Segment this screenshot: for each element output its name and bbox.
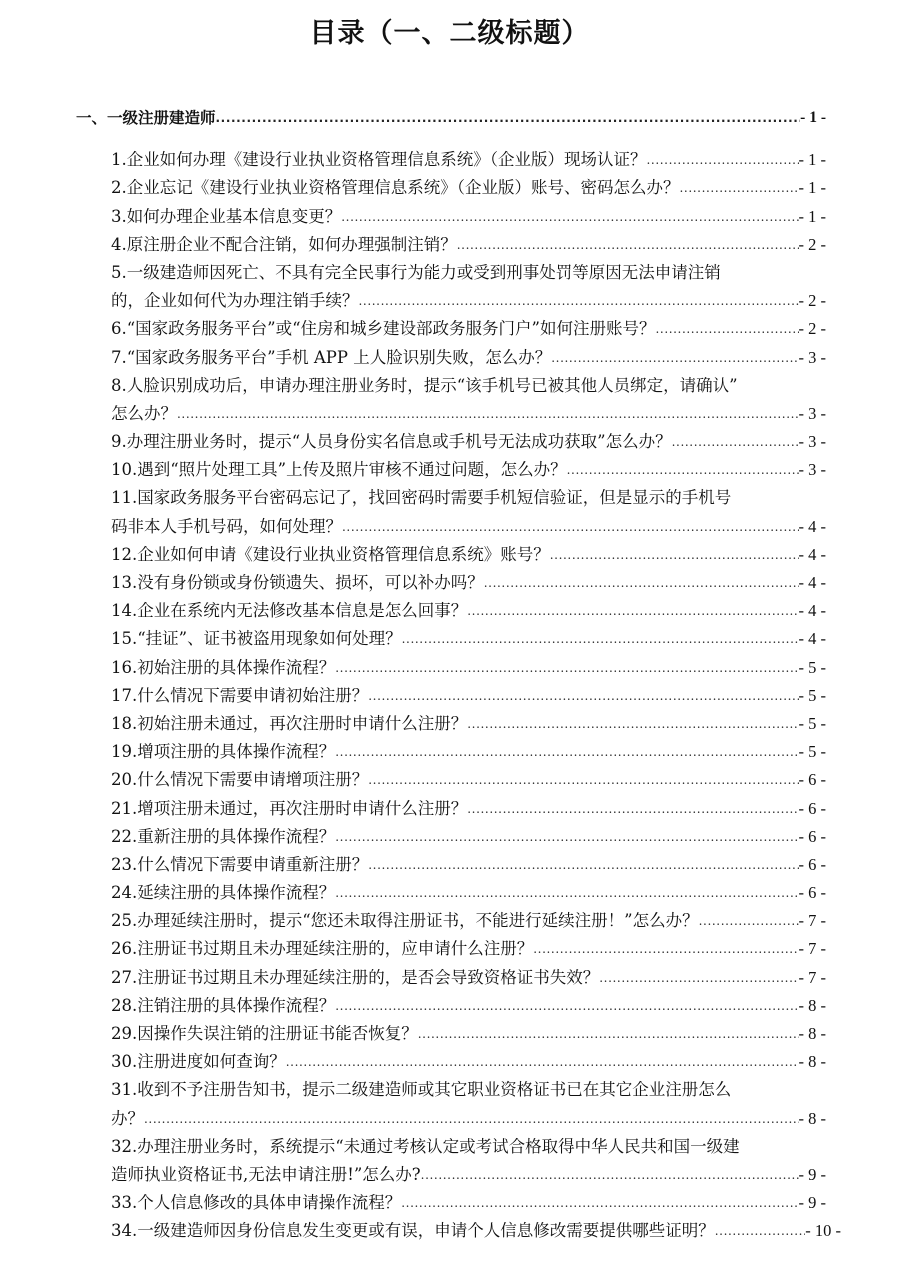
- toc-entry-page: - 2 -: [798, 234, 826, 254]
- toc-entry[interactable]: [111, 174, 826, 202]
- toc-entry-page: - 2 -: [798, 291, 826, 311]
- toc-entry-title: 28.注销注册的具体操作流程？: [111, 995, 336, 1015]
- toc-entry-page: - 4 -: [798, 629, 826, 649]
- toc-leader-dots: [341, 203, 798, 231]
- toc-leader-dots: [418, 1020, 799, 1048]
- toc-leader-dots: [401, 1189, 798, 1217]
- toc-entry-page: - 6 -: [798, 854, 826, 874]
- toc-entry-title: 26.注册证书过期且未办理延续注册的，应申请什么注册？: [111, 939, 534, 959]
- toc-entry-page: - 3 -: [798, 403, 826, 423]
- toc-leader-dots: [672, 428, 799, 456]
- toc-entry-line[interactable]: 8.人脸识别成功后，申请办理注册业务时，提示“该手机号已被其他人员绑定，请确认”: [111, 375, 738, 395]
- toc-entry[interactable]: [111, 1020, 826, 1048]
- toc-entry[interactable]: [111, 879, 826, 907]
- toc-leader-dots: [368, 766, 798, 794]
- toc-entry[interactable]: [111, 1048, 826, 1076]
- toc-leader-dots: [335, 654, 798, 682]
- toc-entry-title: 14.企业在系统内无法修改基本信息是怎么回事？: [111, 601, 468, 621]
- toc-entry-page: - 7 -: [798, 939, 826, 959]
- toc-entry-title: 29.因操作失误注销的注册证书能否恢复？: [111, 1024, 418, 1043]
- toc-entry-page: - 3 -: [798, 460, 826, 480]
- toc-entry[interactable]: [111, 992, 826, 1020]
- toc-entry-title: 2.企业忘记《建设行业执业资格管理信息系统》（企业版）账号、密码怎么办？: [111, 178, 680, 198]
- toc-entry[interactable]: [111, 513, 826, 541]
- toc-leader-dots: [699, 907, 799, 935]
- toc-entry-title: 12.企业如何申请《建设行业执业资格管理信息系统》账号？: [111, 544, 550, 564]
- toc-entry-title: 20.什么情况下需要申请增项注册？: [111, 770, 369, 790]
- toc-entry[interactable]: [111, 231, 826, 259]
- toc-entry-page: - 1 -: [798, 206, 826, 226]
- toc-leader-dots: [368, 682, 798, 710]
- toc-entry-line[interactable]: 5.一级建造师因死亡、不具有完全民事行为能力或受到刑事处罚等原因无法申请注销: [111, 262, 721, 282]
- toc-entry-title: 9.办理注册业务时，提示“人员身份实名信息或手机号无法成功获取”怎么办？: [111, 432, 672, 452]
- toc-leader-dots: [335, 823, 798, 851]
- toc-leader-dots: [335, 879, 798, 907]
- table-of-contents: [0, 104, 899, 1246]
- toc-entry-line[interactable]: 31.收到不予注册告知书，提示二级建造师或其它职业资格证书已在其它企业注册怎么: [111, 1080, 732, 1100]
- toc-leader-dots: [550, 541, 799, 569]
- page-title: 目录（一、二级标题）: [309, 18, 590, 49]
- toc-entry[interactable]: [111, 344, 826, 372]
- toc-entry[interactable]: [111, 315, 826, 343]
- toc-entry-title: 13.没有身份锁或身份锁遗失、损坏，可以补办吗？: [111, 573, 484, 592]
- toc-leader-dots: [655, 315, 798, 343]
- toc-entry[interactable]: [111, 766, 826, 794]
- toc-entry-title: 27.注册证书过期且未办理延续注册的，是否会导致资格证书失效？: [111, 967, 600, 987]
- toc-entry-page: - 9 -: [798, 1164, 826, 1184]
- toc-entry-page: - 8 -: [798, 995, 826, 1015]
- toc-entry-page: - 4 -: [798, 601, 826, 621]
- toc-entry[interactable]: [111, 682, 826, 710]
- toc-entry-title: 24.延续注册的具体操作流程？: [111, 883, 336, 903]
- toc-entry-page: - 6 -: [798, 883, 826, 903]
- toc-entry-title: 23.什么情况下需要申请重新注册？: [111, 854, 369, 874]
- toc-entry[interactable]: [111, 597, 826, 625]
- toc-entry[interactable]: [111, 851, 826, 879]
- toc-leader-dots: [216, 104, 801, 132]
- toc-entry-line[interactable]: 32.办理注册业务时，系统提示“未通过考核认定或考试合格取得中华人民共和国一级建: [111, 1136, 740, 1156]
- toc-leader-dots: [342, 513, 799, 541]
- toc-entry-page: - 8 -: [798, 1052, 826, 1072]
- toc-entry-page: - 6 -: [798, 826, 826, 846]
- toc-leader-dots: [551, 344, 798, 372]
- toc-entry-page: - 8 -: [798, 1024, 826, 1043]
- toc-leader-dots: [715, 1217, 806, 1245]
- toc-entry[interactable]: [111, 541, 826, 569]
- toc-entry-page: - 2 -: [798, 319, 826, 339]
- toc-entry[interactable]: [111, 456, 826, 484]
- toc-section-label: 一、一级注册建造师: [76, 109, 216, 127]
- toc-entry[interactable]: [111, 146, 826, 174]
- toc-entry-page: - 7 -: [798, 967, 826, 987]
- toc-entry-page: - 6 -: [798, 798, 826, 818]
- toc-entry-title: 码非本人手机号码，如何处理？: [111, 516, 342, 536]
- toc-entry-title: 30.注册进度如何查询？: [111, 1052, 286, 1072]
- toc-entry-title: 4.原注册企业不配合注销，如何办理强制注销？: [111, 234, 457, 254]
- toc-entry-page: - 5 -: [798, 657, 826, 677]
- toc-entry-line[interactable]: 11.国家政务服务平台密码忘记了，找回密码时需要手机短信验证，但是显示的手机号: [111, 488, 732, 508]
- toc-entry-page: - 4 -: [798, 544, 826, 564]
- toc-entry-page: - 5 -: [798, 742, 826, 762]
- toc-entry-title: 10.遇到“照片处理工具”上传及照片审核不通过问题，怎么办？: [111, 460, 567, 480]
- toc-leader-dots: [457, 231, 799, 259]
- toc-entry-page: - 4 -: [798, 516, 826, 536]
- toc-entry[interactable]: [111, 400, 826, 428]
- toc-entry-title: 办？: [111, 1108, 144, 1128]
- toc-entry-page: - 4 -: [798, 573, 826, 592]
- toc-entry[interactable]: [111, 1105, 826, 1133]
- toc-entry-page: - 7 -: [798, 911, 826, 931]
- toc-entry[interactable]: [111, 654, 826, 682]
- toc-entry-page: - 10 -: [805, 1221, 841, 1241]
- toc-leader-dots: [567, 456, 799, 484]
- toc-entry[interactable]: [111, 964, 826, 992]
- toc-entry-title: 17.什么情况下需要申请初始注册？: [111, 685, 369, 705]
- toc-entry[interactable]: [111, 1217, 841, 1245]
- toc-entry-page: - 3 -: [798, 347, 826, 367]
- toc-entry[interactable]: [111, 823, 826, 851]
- toc-leader-dots: [335, 992, 798, 1020]
- toc-entry[interactable]: [111, 203, 826, 231]
- toc-entry[interactable]: [111, 1189, 826, 1217]
- toc-entry-title: 怎么办？: [111, 403, 177, 423]
- toc-leader-dots: [335, 738, 798, 766]
- toc-entry-title: 22.重新注册的具体操作流程？: [111, 826, 336, 846]
- toc-entry-page: - 1 -: [798, 178, 826, 198]
- toc-entry-title: 18.初始注册未通过，再次注册时申请什么注册？: [111, 713, 468, 733]
- toc-leader-dots: [467, 597, 798, 625]
- toc-leader-dots: [177, 400, 799, 428]
- toc-entry-title: 25.办理延续注册时，提示“您还未取得注册证书，不能进行延续注册！”怎么办？: [111, 911, 699, 931]
- toc-entry-title: 的，企业如何代为办理注销手续？: [111, 291, 359, 311]
- toc-section-heading[interactable]: [76, 104, 826, 132]
- toc-leader-dots: [647, 146, 799, 174]
- toc-entry-title: 7.“国家政务服务平台”手机 APP 上人脸识别失败，怎么办？: [111, 347, 552, 367]
- toc-leader-dots: [484, 569, 799, 597]
- toc-leader-dots: [286, 1048, 799, 1076]
- toc-entry[interactable]: [111, 625, 826, 653]
- toc-entry-page: - 5 -: [798, 685, 826, 705]
- toc-leader-dots: [467, 710, 798, 738]
- toc-leader-dots: [144, 1105, 799, 1133]
- toc-entry-page: - 1 -: [798, 150, 826, 170]
- toc-entry-title: 34.一级建造师因身份信息发生变更或有误，申请个人信息修改需要提供哪些证明？: [111, 1221, 715, 1241]
- toc-entry-page: - 3 -: [798, 432, 826, 452]
- toc-leader-dots: [467, 795, 798, 823]
- toc-entry[interactable]: [111, 1161, 826, 1189]
- toc-leader-dots: [359, 287, 799, 315]
- toc-entry-title: 21.增项注册未通过，再次注册时申请什么注册？: [111, 798, 468, 818]
- toc-entry-title: 16.初始注册的具体操作流程？: [111, 657, 336, 677]
- toc-leader-dots: [599, 964, 798, 992]
- toc-leader-dots: [368, 851, 798, 879]
- toc-entry-page: - 6 -: [798, 770, 826, 790]
- toc-entry[interactable]: [111, 428, 826, 456]
- toc-entry-page: - 8 -: [798, 1108, 826, 1128]
- toc-entry-title: 3.如何办理企业基本信息变更？: [111, 206, 342, 226]
- toc-section-page: - 1 -: [800, 109, 826, 126]
- toc-entry-title: 19.增项注册的具体操作流程？: [111, 742, 336, 762]
- toc-entry-title: 33.个人信息修改的具体申请操作流程？: [111, 1193, 402, 1213]
- toc-entry[interactable]: [111, 935, 826, 963]
- toc-entry[interactable]: [111, 738, 826, 766]
- toc-leader-dots: [421, 1161, 799, 1189]
- toc-entry-title: 6.“国家政务服务平台”或“住房和城乡建设部政务服务门户”如何注册账号？: [111, 319, 656, 339]
- toc-leader-dots: [402, 625, 799, 653]
- toc-leader-dots: [533, 935, 798, 963]
- toc-entry[interactable]: [111, 907, 826, 935]
- toc-entry[interactable]: [111, 795, 826, 823]
- toc-entry-title: 1.企业如何办理《建设行业执业资格管理信息系统》（企业版）现场认证？: [111, 150, 647, 170]
- toc-leader-dots: [680, 174, 799, 202]
- toc-entry[interactable]: [111, 569, 826, 597]
- toc-entry-page: - 9 -: [798, 1193, 826, 1213]
- toc-entry-title: 15.“挂证”、证书被盗用现象如何处理？: [111, 629, 402, 649]
- toc-entry[interactable]: [111, 710, 826, 738]
- toc-entry[interactable]: [111, 287, 826, 315]
- toc-entry-title: 造师执业资格证书,无法申请注册!”怎么办?: [111, 1164, 421, 1184]
- toc-entry-page: - 5 -: [798, 713, 826, 733]
